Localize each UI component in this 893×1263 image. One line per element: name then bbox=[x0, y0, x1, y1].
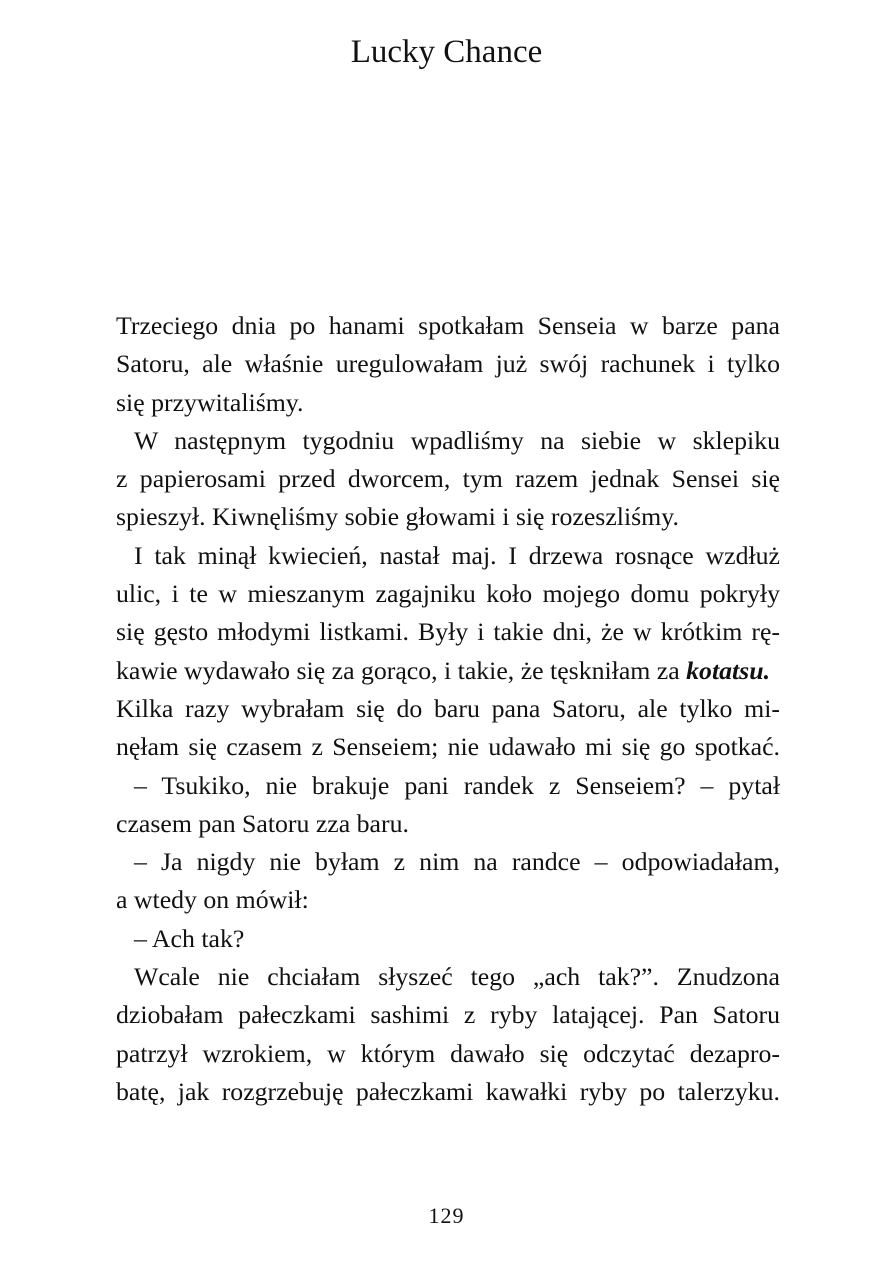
text-line: – Ach tak? bbox=[134, 923, 245, 953]
body-text bbox=[116, 307, 780, 1111]
text-line: z papierosami przed dworcem, tym razem jednak Sensei się bbox=[116, 464, 780, 494]
text-line: dziobałam pałeczkami sashimi z ryby latającej. Pan Satoru bbox=[116, 1000, 780, 1030]
text-line: I tak minął kwiecień, nastał maj. I drzewa rosnące wzdłuż bbox=[134, 540, 780, 570]
text-line: się gęsto młodymi listkami. Były i takie dni, że w krótkim rę- bbox=[116, 617, 780, 647]
text-line: – Tsukiko, nie brakuje pani randek z Senseiem? – pytał bbox=[134, 770, 780, 800]
text-line: Kilka razy wybrałam się do baru pana Satoru, ale tylko mi- bbox=[116, 693, 780, 723]
text-line: patrzył wzrokiem, w którym dawało się odczytać dezapro- bbox=[116, 1038, 780, 1068]
text-line: a wtedy on mówił: bbox=[116, 885, 309, 915]
text-line: – Ja nigdy nie byłam z nim na randce – odpowiadałam, bbox=[134, 847, 780, 877]
text-line: Trzeciego dnia po hanami spotkałam Senseia w barze pana bbox=[116, 311, 780, 340]
text-segment: kawie wydawało się za gorąco, i takie, że tęskniłam za bbox=[116, 655, 687, 685]
chapter-title: Lucky Chance bbox=[350, 34, 543, 70]
text-line: nęłam się czasem z Senseiem; nie udawało mi się go spotkać. bbox=[116, 732, 780, 762]
text-line: czasem pan Satoru zza baru. bbox=[116, 808, 409, 838]
page-number: 129 bbox=[428, 1203, 465, 1228]
text-line-with-italic bbox=[116, 652, 780, 690]
text-line: ulic, i te w mieszanym zagajniku koło mojego domu pokryły bbox=[116, 579, 780, 609]
text-line: Satoru, ale właśnie uregulowałam już swój rachunek i tylko bbox=[116, 349, 780, 379]
text-line: spieszył. Kiwnęliśmy sobie głowami i się rozeszliśmy. bbox=[116, 502, 679, 532]
text-line: się przywitaliśmy. bbox=[116, 387, 304, 417]
text-line: Wcale nie chciałam słyszeć tego „ach tak?”. Znudzona bbox=[134, 962, 780, 992]
text-line: W następnym tygodniu wpadliśmy na siebie w sklepiku bbox=[134, 425, 780, 455]
text-line: batę, jak rozgrzebuję pałeczkami kawałki ryby po talerzyku. bbox=[116, 1076, 780, 1106]
italic-term: kotatsu. bbox=[686, 655, 771, 685]
